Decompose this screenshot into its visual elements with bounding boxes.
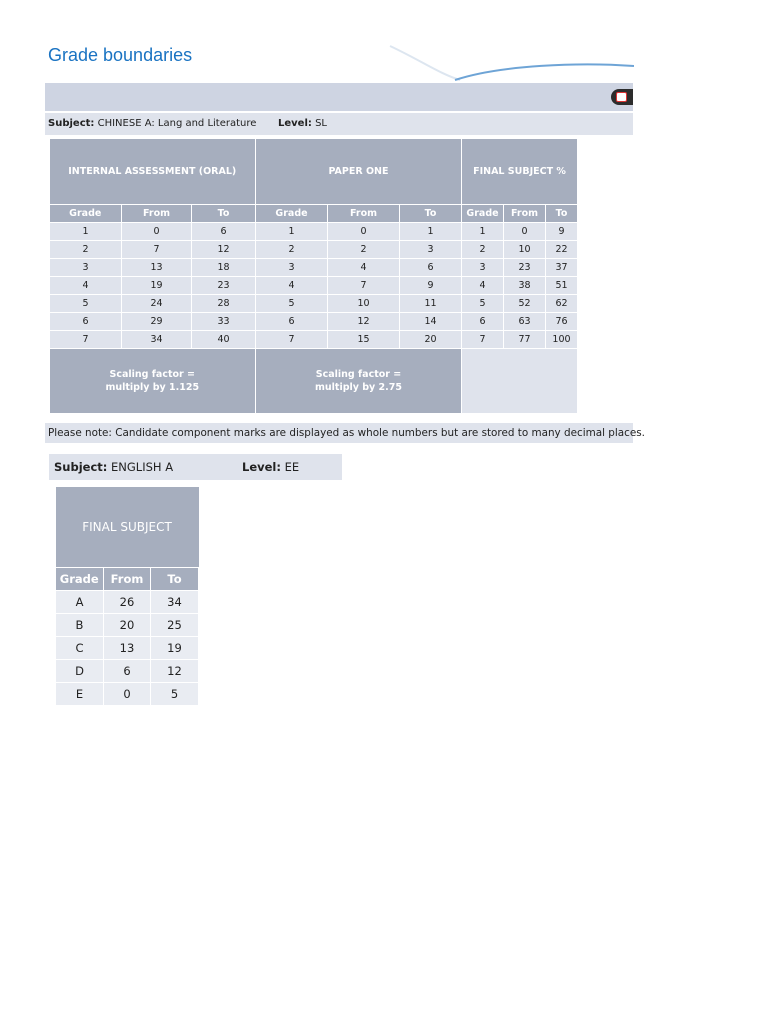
level-field: Level: SL: [278, 118, 327, 129]
table-cell: 6: [50, 313, 122, 331]
table-cell: 7: [122, 241, 192, 259]
table-cell: D: [56, 660, 104, 683]
table-cell: 7: [256, 331, 328, 349]
grade-boundaries-table: [49, 139, 578, 413]
table-cell: 4: [462, 277, 504, 295]
column-header: Grade: [50, 205, 122, 223]
table-cell: 25: [151, 614, 199, 637]
column-header: To: [400, 205, 462, 223]
table-cell: E: [56, 683, 104, 706]
table-cell: 11: [400, 295, 462, 313]
table-cell: 14: [400, 313, 462, 331]
table-cell: 29: [122, 313, 192, 331]
table-cell: 0: [122, 223, 192, 241]
subject-field: Subject: ENGLISH A: [54, 460, 174, 474]
table-cell: 4: [256, 277, 328, 295]
table-cell: 1: [400, 223, 462, 241]
level-value: SL: [315, 118, 327, 129]
component-header-internal-assessment: INTERNAL ASSESSMENT (ORAL): [50, 139, 256, 205]
scaling-factor-paper-one: Scaling factor = multiply by 2.75: [256, 349, 462, 414]
table-cell: 10: [504, 241, 546, 259]
table-cell: 28: [192, 295, 256, 313]
column-header: Grade: [56, 568, 104, 591]
subject-value: CHINESE A: Lang and Literature: [97, 118, 257, 129]
table-cell: 3: [256, 259, 328, 277]
component-header-final-subject: FINAL SUBJECT: [56, 487, 199, 568]
table-cell: 2: [462, 241, 504, 259]
print-button[interactable]: [611, 89, 633, 105]
table-row: [50, 331, 578, 349]
table-row: [56, 614, 199, 637]
table-cell: 6: [192, 223, 256, 241]
table-cell: 38: [504, 277, 546, 295]
table-cell: 5: [256, 295, 328, 313]
table-cell: A: [56, 591, 104, 614]
table-cell: 77: [504, 331, 546, 349]
component-header-paper-one: PAPER ONE: [256, 139, 462, 205]
table-cell: 63: [504, 313, 546, 331]
table-cell: 76: [546, 313, 578, 331]
table-cell: 6: [104, 660, 151, 683]
table-cell: 33: [192, 313, 256, 331]
table-cell: 5: [151, 683, 199, 706]
table-cell: C: [56, 637, 104, 660]
table-row: [50, 259, 578, 277]
scaling-factor-internal-assessment: Scaling factor = multiply by 1.125: [50, 349, 256, 414]
level-value: EE: [284, 460, 300, 474]
table-cell: 23: [504, 259, 546, 277]
table-cell: 19: [122, 277, 192, 295]
table-cell: 5: [462, 295, 504, 313]
table-cell: 4: [50, 277, 122, 295]
table-cell: 12: [151, 660, 199, 683]
table-cell: 19: [151, 637, 199, 660]
table-cell: 5: [50, 295, 122, 313]
table-row: [56, 591, 199, 614]
table-cell: 7: [328, 277, 400, 295]
table-cell: 12: [328, 313, 400, 331]
table-cell: 9: [546, 223, 578, 241]
subject-value: ENGLISH A: [111, 460, 174, 474]
table-row: [56, 637, 199, 660]
table-cell: 40: [192, 331, 256, 349]
table-row: [50, 313, 578, 331]
table-row: [50, 277, 578, 295]
column-header: From: [104, 568, 151, 591]
column-header: From: [328, 205, 400, 223]
subject-info-bar: [45, 113, 633, 135]
table-cell: 13: [104, 637, 151, 660]
column-header: To: [192, 205, 256, 223]
table-cell: 26: [104, 591, 151, 614]
header-swoosh-decoration: [380, 40, 634, 85]
column-header: Grade: [462, 205, 504, 223]
scaling-factor-final-subject: [462, 349, 578, 414]
table-cell: 6: [400, 259, 462, 277]
table-cell: 7: [50, 331, 122, 349]
table-cell: 20: [104, 614, 151, 637]
table-cell: 0: [504, 223, 546, 241]
table-cell: 20: [400, 331, 462, 349]
table-row: [50, 223, 578, 241]
table-cell: 10: [328, 295, 400, 313]
table-cell: 34: [122, 331, 192, 349]
page-title: Grade boundaries: [48, 45, 193, 65]
table-cell: 4: [328, 259, 400, 277]
column-header: From: [122, 205, 192, 223]
table-cell: 12: [192, 241, 256, 259]
table-cell: 0: [104, 683, 151, 706]
print-icon: [616, 92, 627, 102]
table-cell: 24: [122, 295, 192, 313]
table-row: [50, 241, 578, 259]
table-cell: 9: [400, 277, 462, 295]
table-cell: 2: [328, 241, 400, 259]
level-field: Level: EE: [242, 460, 300, 474]
table-cell: 0: [328, 223, 400, 241]
component-header-final-subject: FINAL SUBJECT %: [462, 139, 578, 205]
note-text: Please note: Candidate component marks are displayed as whole numbers but are stored to many decimal places.: [45, 423, 633, 443]
table-cell: 23: [192, 277, 256, 295]
table-cell: 3: [50, 259, 122, 277]
table-row: [56, 660, 199, 683]
table-cell: 18: [192, 259, 256, 277]
toolbar: [45, 83, 633, 111]
table-cell: 1: [462, 223, 504, 241]
subject-field: Subject: CHINESE A: Lang and Literature: [48, 118, 257, 129]
final-subject-table: [55, 487, 199, 706]
table-cell: 3: [462, 259, 504, 277]
table-cell: 3: [400, 241, 462, 259]
table-cell: 1: [50, 223, 122, 241]
column-header: To: [546, 205, 578, 223]
table-cell: 15: [328, 331, 400, 349]
table-cell: 2: [256, 241, 328, 259]
table-cell: 13: [122, 259, 192, 277]
table-cell: 7: [462, 331, 504, 349]
table-row: [50, 295, 578, 313]
table-cell: 2: [50, 241, 122, 259]
table-cell: 37: [546, 259, 578, 277]
table-cell: 52: [504, 295, 546, 313]
table-cell: 6: [462, 313, 504, 331]
table-cell: B: [56, 614, 104, 637]
table-cell: 22: [546, 241, 578, 259]
table-cell: 100: [546, 331, 578, 349]
table-cell: 1: [256, 223, 328, 241]
table-cell: 51: [546, 277, 578, 295]
column-header: To: [151, 568, 199, 591]
table-row: [56, 683, 199, 706]
table-cell: 62: [546, 295, 578, 313]
table-cell: 34: [151, 591, 199, 614]
subject-info-bar: [49, 454, 342, 480]
column-header: Grade: [256, 205, 328, 223]
column-header: From: [504, 205, 546, 223]
table-cell: 6: [256, 313, 328, 331]
